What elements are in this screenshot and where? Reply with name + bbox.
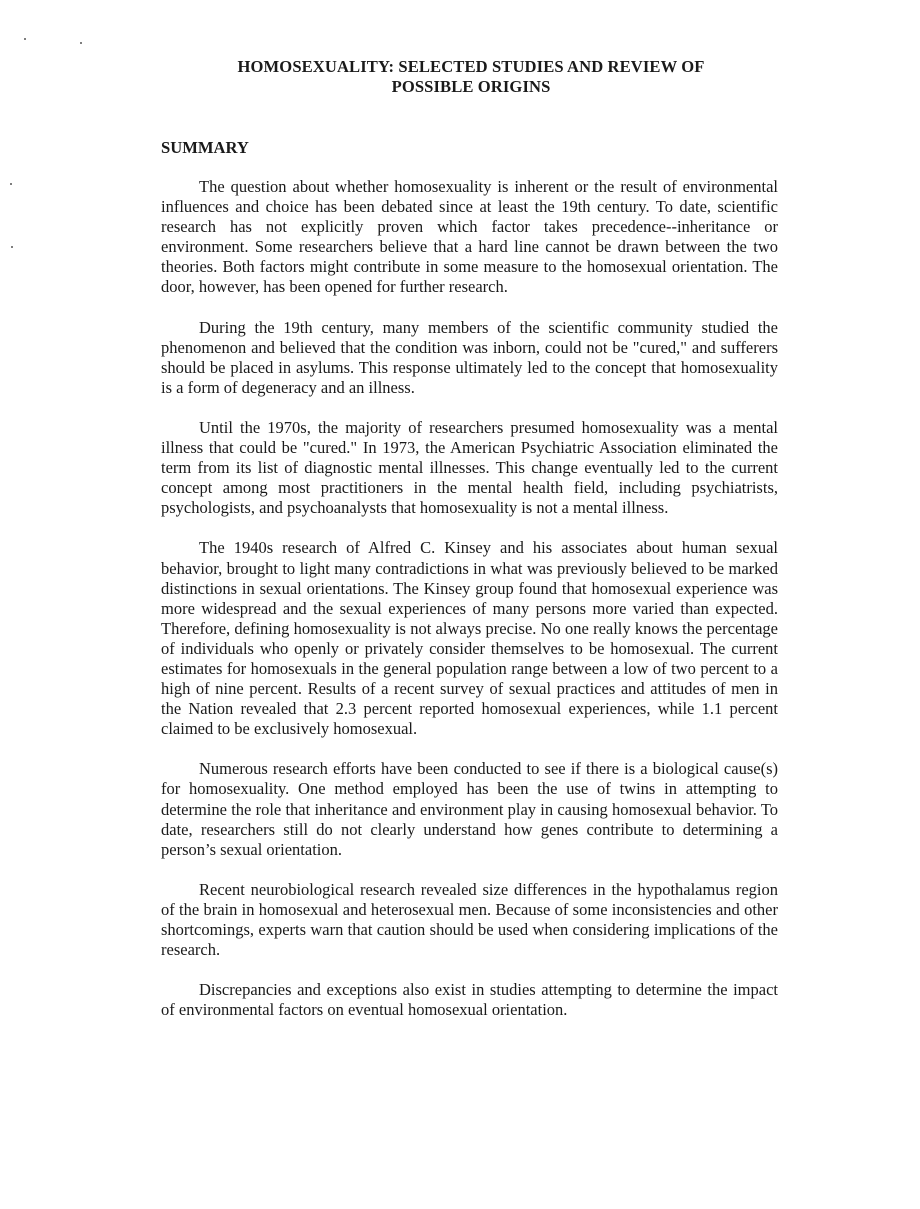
- paragraph-2: During the 19th century, many members of the scientific community studied the phenomenon and believed that the condition was inborn, could not be "cured," and sufferers should be placed in asylums. This response ultimately led to the concept that homosexuality is a form of degeneracy and an illness.: [161, 317, 778, 397]
- document-title: [160, 57, 782, 97]
- section-heading-summary: SUMMARY: [161, 138, 249, 157]
- paragraph-5: Numerous research efforts have been conducted to see if there is a biological cause(s) for homosexuality. One method employed has been the use of twins in attempting to determine the role that inheritance and environment play in causing homosexual behavior. To date, researchers still do not clearly understand how genes contribute to determining a person’s sexual orientation.: [161, 759, 778, 859]
- summary-body: [161, 177, 778, 1040]
- title-line-1: HOMOSEXUALITY: SELECTED STUDIES AND REVIEW OF: [237, 57, 705, 76]
- scan-speck: [11, 246, 13, 248]
- paragraph-6: Recent neurobiological research revealed size differences in the hypothalamus region of the brain in homosexual and heterosexual men. Because of some inconsistencies and other shortcomings, experts warn that caution should be used when considering implications of the research.: [161, 879, 778, 960]
- paragraph-7: Discrepancies and exceptions also exist in studies attempting to determine the impact of environmental factors on eventual homosexual orientation.: [161, 980, 778, 1020]
- scan-speck: [10, 183, 12, 185]
- scan-speck: [24, 38, 26, 40]
- paragraph-4: The 1940s research of Alfred C. Kinsey and his associates about human sexual behavior, brought to light many contradictions in what was previously believed to be marked distinctions in sexual orientations. The Kinsey group found that homosexual experience was more widespread and the sexual experiences of many persons more varied than expected. Therefore, defining homosexuality is not always precise. No one really knows the percentage of individuals who openly or privately consider themselves to be homosexual. The current estimates for homosexuals in the general population range between a low of two percent to a high of nine percent. Results of a recent survey of sexual practices and attitudes of men in the Nation revealed that 2.3 percent reported homosexual experiences, while 1.1 percent claimed to be exclusively homosexual.: [161, 538, 778, 739]
- scan-speck: [80, 42, 82, 44]
- paragraph-1: The question about whether homosexuality is inherent or the result of environmental influences and choice has been debated since at least the 19th century. To date, scientific research has not explicitly proven which factor takes precedence--inheritance or environment. Some researchers believe that a hard line cannot be drawn between the two theories. Both factors might contribute in some measure to the homosexual orientation. The door, however, has been opened for further research.: [161, 177, 778, 297]
- title-line-2: POSSIBLE ORIGINS: [391, 77, 551, 96]
- paragraph-3: Until the 1970s, the majority of researchers presumed homosexuality was a mental illness that could be "cured." In 1973, the American Psychiatric Association eliminated the term from its list of diagnostic mental illnesses. This change eventually led to the current concept among most practitioners in the mental health field, including psychiatrists, psychologists, and psychoanalysts that homosexuality is not a mental illness.: [161, 417, 778, 518]
